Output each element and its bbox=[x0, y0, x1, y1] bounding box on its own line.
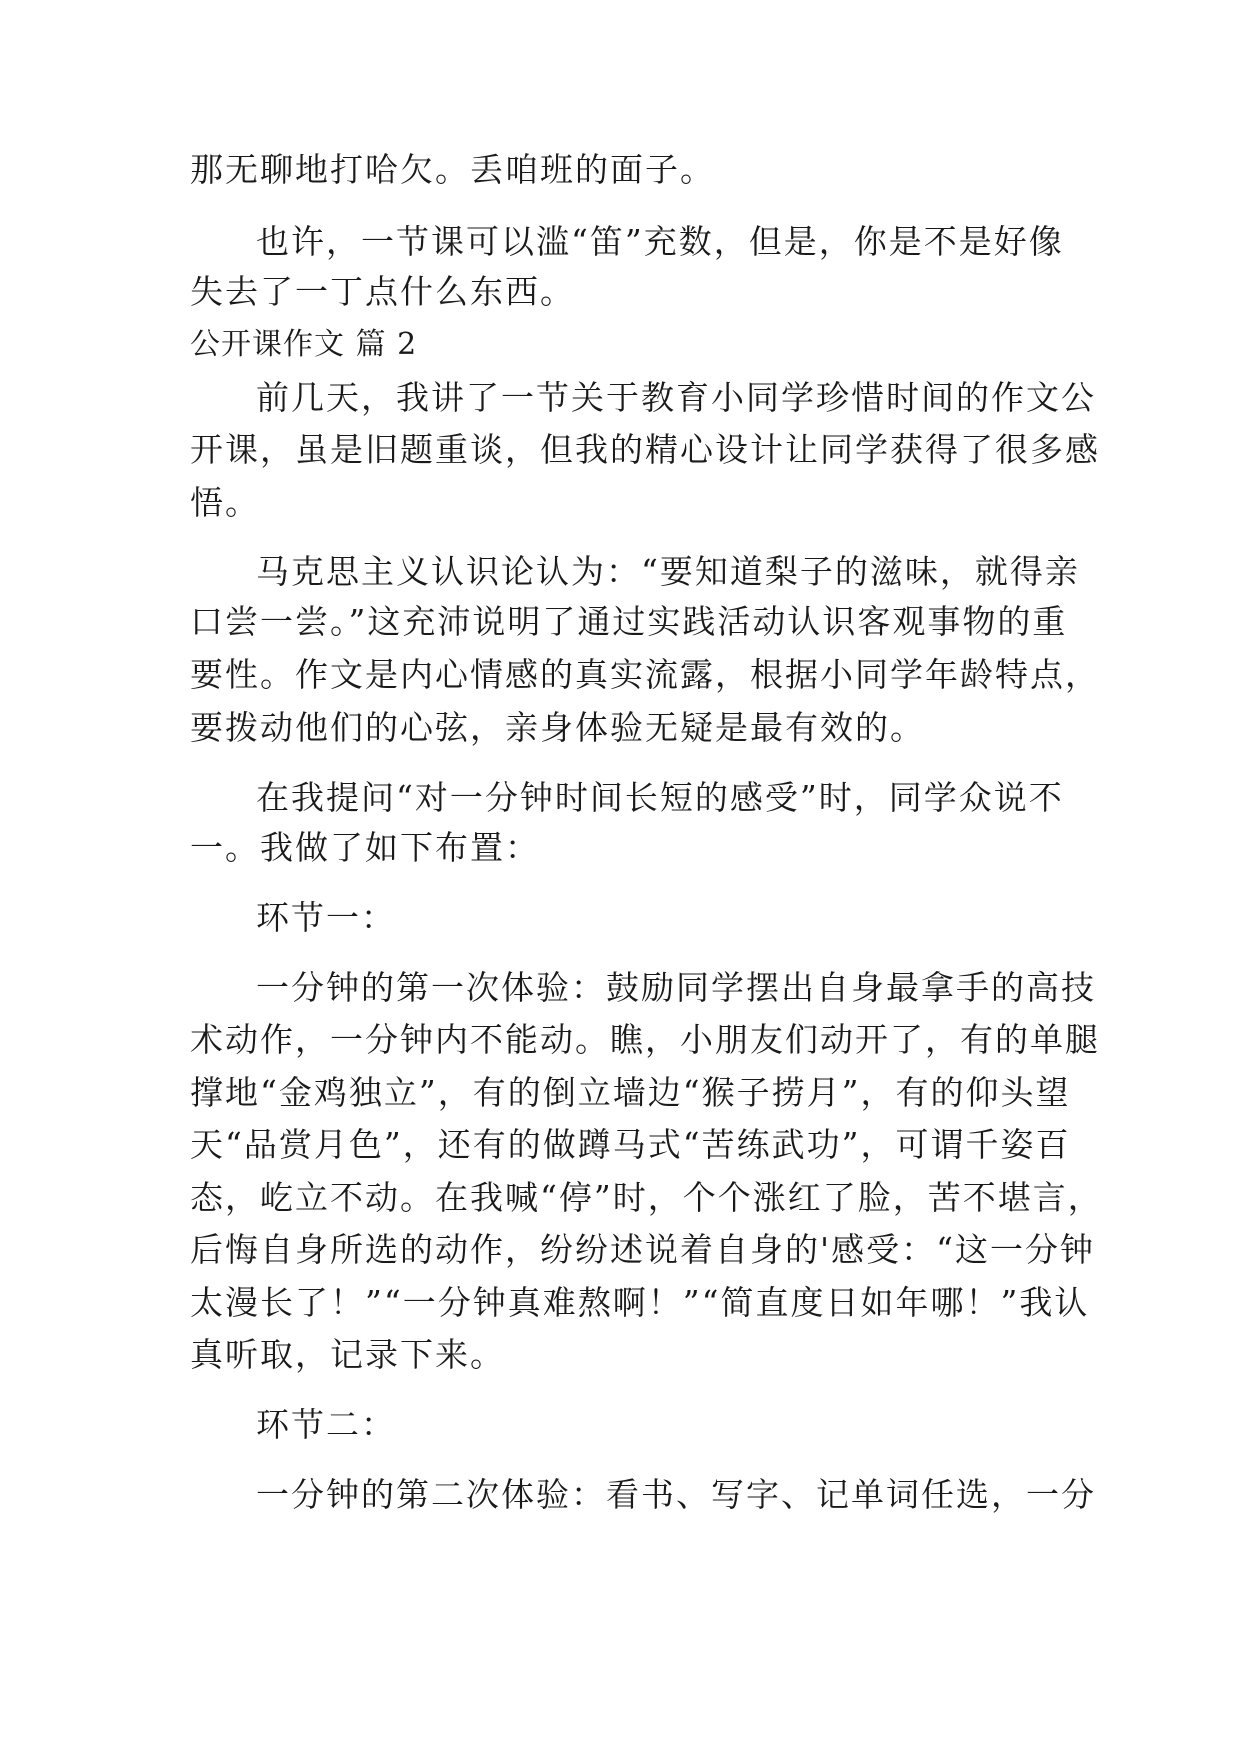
paragraph-line: 一分钟的第一次体验：鼓励同学摆出自身最拿手的高技 bbox=[256, 968, 1096, 1007]
paragraph-line: 太漫长了！”“一分钟真难熬啊！”“简直度日如年哪！”我认 bbox=[190, 1283, 1090, 1322]
paragraph-line: 那无聊地打哈欠。丢咱班的面子。 bbox=[190, 150, 715, 189]
paragraph-line: 真听取，记录下来。 bbox=[190, 1335, 505, 1374]
paragraph-line: 一。我做了如下布置： bbox=[190, 828, 540, 867]
paragraph-line: 失去了一丁点什么东西。 bbox=[190, 272, 575, 311]
paragraph-line: 在我提问“对一分钟时间长短的感受”时，同学众说不 bbox=[256, 778, 1064, 817]
paragraph-line: 撑地“金鸡独立”，有的倒立墙边“猴子捞月”，有的仰头望 bbox=[190, 1073, 1071, 1112]
paragraph-line: 天“品赏月色”，还有的做蹲马式“苦练武功”，可谓千姿百 bbox=[190, 1125, 1071, 1164]
paragraph-line: 要拨动他们的心弦，亲身体验无疑是最有效的。 bbox=[190, 708, 925, 747]
paragraph-line: 前几天，我讲了一节关于教育小同学珍惜时间的作文公 bbox=[256, 378, 1096, 417]
paragraph-line: 也许，一节课可以滥“笛”充数，但是，你是不是好像 bbox=[256, 222, 1064, 261]
paragraph-line: 悟。 bbox=[190, 483, 260, 522]
paragraph-line: 一分钟的第二次体验：看书、写字、记单词任选，一分 bbox=[256, 1475, 1096, 1514]
paragraph-line: 要性。作文是内心情感的真实流露，根据小同学年龄特点， bbox=[190, 655, 1100, 694]
paragraph-line: 环节一： bbox=[256, 898, 396, 937]
paragraph-line: 后悔自身所选的动作，纷纷述说着自身的'感受：“这一分钟 bbox=[190, 1230, 1095, 1269]
paragraph-line: 态，屹立不动。在我喊“停”时，个个涨红了脸，苦不堪言， bbox=[190, 1178, 1103, 1217]
paragraph-line: 术动作，一分钟内不能动。瞧，小朋友们动开了，有的单腿 bbox=[190, 1020, 1100, 1059]
paragraph-line: 环节二： bbox=[256, 1405, 396, 1444]
section-heading: 公开课作文 篇 2 bbox=[190, 327, 418, 362]
paragraph-line: 开课，虽是旧题重谈，但我的精心设计让同学获得了很多感 bbox=[190, 430, 1100, 469]
paragraph-line: 马克思主义认识论认为：“要知道梨子的滋味，就得亲 bbox=[256, 552, 1080, 591]
paragraph-line: 口尝一尝。”这充沛说明了通过实践活动认识客观事物的重 bbox=[190, 602, 1068, 641]
